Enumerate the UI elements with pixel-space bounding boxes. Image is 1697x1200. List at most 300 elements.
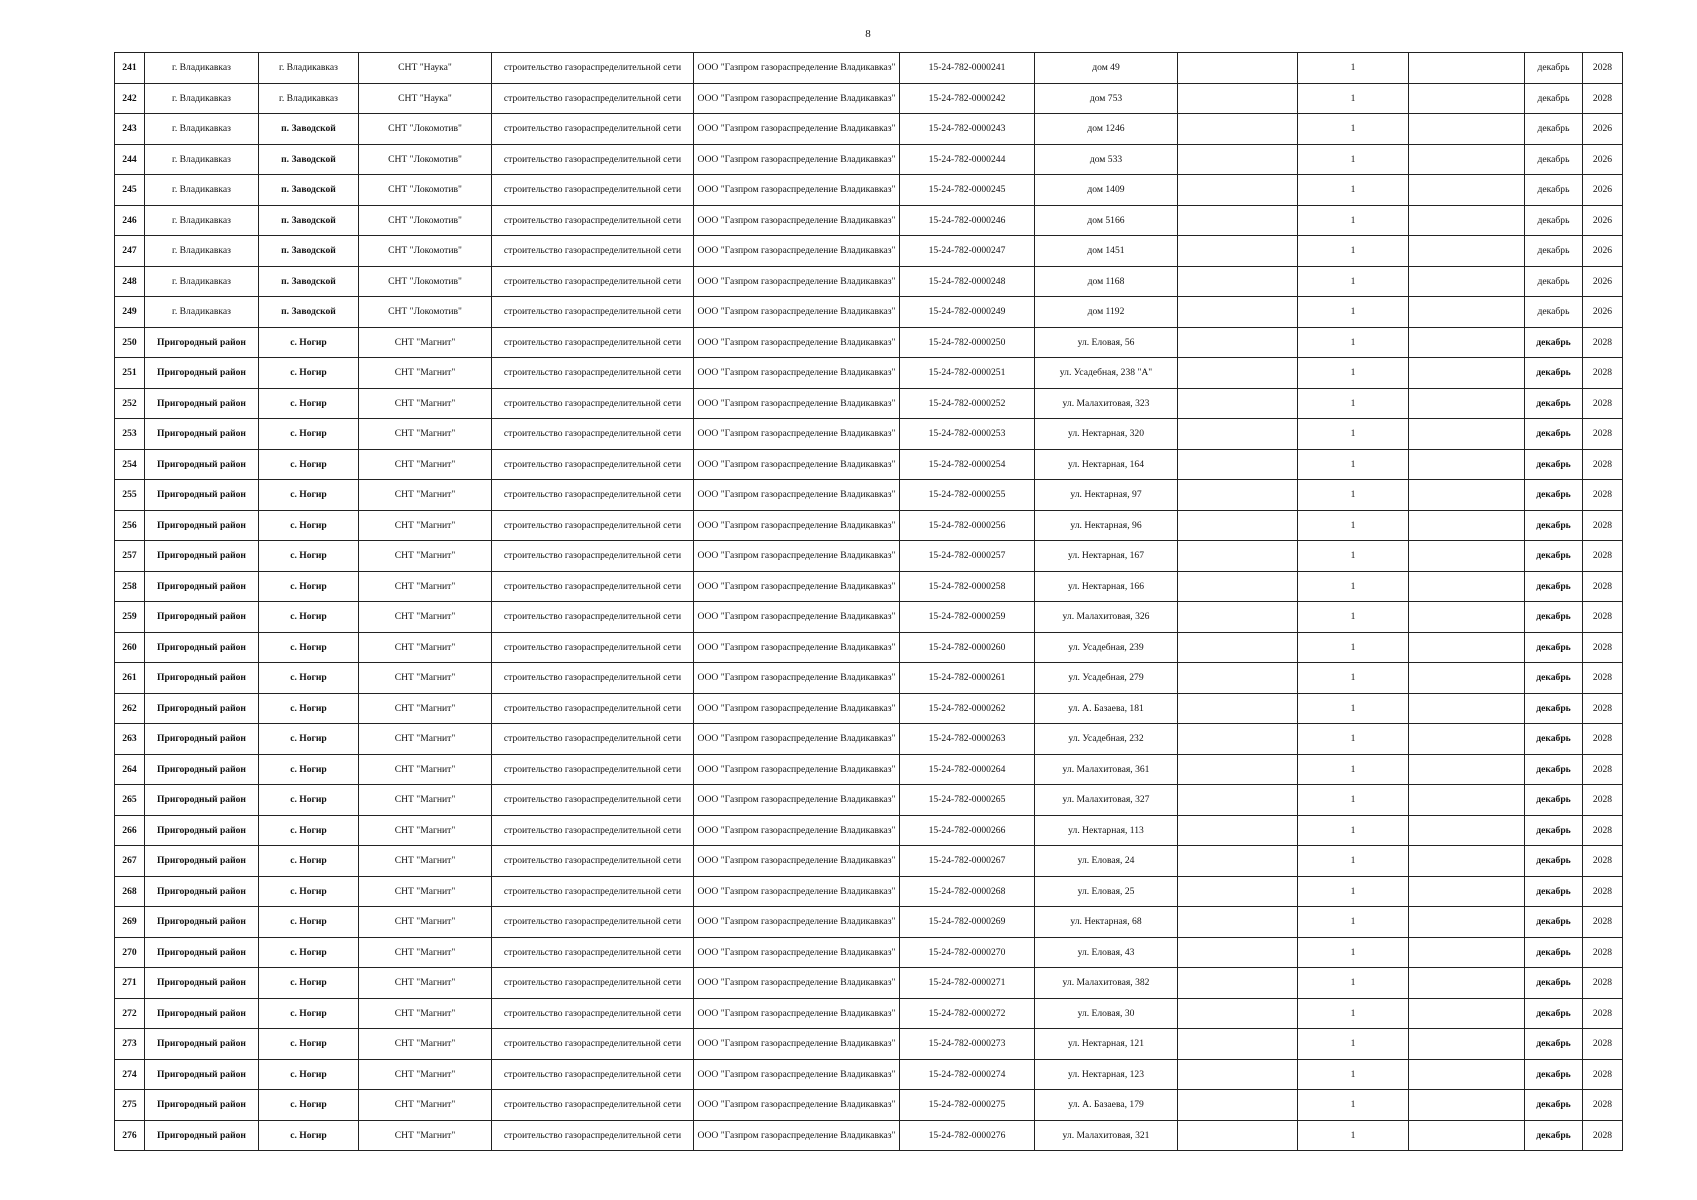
quantity-cell: 1 — [1298, 1029, 1409, 1060]
organization-cell: ООО "Газпром газораспределение Владикавказ" — [694, 907, 900, 938]
work-type-cell: строительство газораспределительной сети — [492, 1059, 694, 1090]
empty-cell — [1409, 327, 1525, 358]
organization-cell: ООО "Газпром газораспределение Владикавказ" — [694, 724, 900, 755]
quantity-cell: 1 — [1298, 785, 1409, 816]
empty-cell — [1178, 785, 1298, 816]
empty-cell — [1409, 449, 1525, 480]
month-cell: декабрь — [1525, 327, 1583, 358]
month-cell: декабрь — [1525, 1059, 1583, 1090]
month-cell: декабрь — [1525, 388, 1583, 419]
snt-cell: СНТ "Магнит" — [359, 1059, 492, 1090]
organization-cell: ООО "Газпром газораспределение Владикавказ" — [694, 327, 900, 358]
empty-cell — [1178, 419, 1298, 450]
empty-cell — [1178, 266, 1298, 297]
organization-cell: ООО "Газпром газораспределение Владикавказ" — [694, 297, 900, 328]
locality-cell: с. Ногир — [259, 1059, 359, 1090]
address-cell: ул. А. Базаева, 181 — [1035, 693, 1178, 724]
table-row — [115, 907, 1623, 938]
address-cell: дом 5166 — [1035, 205, 1178, 236]
empty-cell — [1409, 785, 1525, 816]
year-cell: 2028 — [1583, 785, 1623, 816]
year-cell: 2028 — [1583, 1059, 1623, 1090]
object-code-cell: 15-24-782-0000246 — [900, 205, 1035, 236]
work-type-cell: строительство газораспределительной сети — [492, 53, 694, 84]
row-number: 242 — [115, 83, 145, 114]
snt-cell: СНТ "Локомотив" — [359, 266, 492, 297]
year-cell: 2028 — [1583, 541, 1623, 572]
district-cell: г. Владикавказ — [145, 297, 259, 328]
locality-cell: п. Заводской — [259, 144, 359, 175]
snt-cell: СНТ "Магнит" — [359, 876, 492, 907]
table-row — [115, 388, 1623, 419]
object-code-cell: 15-24-782-0000259 — [900, 602, 1035, 633]
district-cell: Пригородный район — [145, 785, 259, 816]
locality-cell: с. Ногир — [259, 968, 359, 999]
year-cell: 2028 — [1583, 968, 1623, 999]
object-code-cell: 15-24-782-0000251 — [900, 358, 1035, 389]
address-cell: ул. Еловая, 56 — [1035, 327, 1178, 358]
empty-cell — [1409, 937, 1525, 968]
snt-cell: СНТ "Магнит" — [359, 1120, 492, 1151]
snt-cell: СНТ "Магнит" — [359, 480, 492, 511]
month-cell: декабрь — [1525, 1120, 1583, 1151]
quantity-cell: 1 — [1298, 968, 1409, 999]
snt-cell: СНТ "Магнит" — [359, 998, 492, 1029]
organization-cell: ООО "Газпром газораспределение Владикавказ" — [694, 876, 900, 907]
district-cell: Пригородный район — [145, 663, 259, 694]
quantity-cell: 1 — [1298, 327, 1409, 358]
address-cell: ул. Малахитовая, 323 — [1035, 388, 1178, 419]
object-code-cell: 15-24-782-0000255 — [900, 480, 1035, 511]
locality-cell: п. Заводской — [259, 266, 359, 297]
table-row — [115, 876, 1623, 907]
quantity-cell: 1 — [1298, 358, 1409, 389]
locality-cell: с. Ногир — [259, 724, 359, 755]
row-number: 267 — [115, 846, 145, 877]
work-type-cell: строительство газораспределительной сети — [492, 1090, 694, 1121]
empty-cell — [1178, 663, 1298, 694]
year-cell: 2026 — [1583, 114, 1623, 145]
table-row — [115, 693, 1623, 724]
month-cell: декабрь — [1525, 907, 1583, 938]
row-number: 252 — [115, 388, 145, 419]
locality-cell: г. Владикавказ — [259, 53, 359, 84]
empty-cell — [1178, 754, 1298, 785]
work-type-cell: строительство газораспределительной сети — [492, 602, 694, 633]
address-cell: ул. Нектарная, 113 — [1035, 815, 1178, 846]
locality-cell: с. Ногир — [259, 1120, 359, 1151]
row-number: 264 — [115, 754, 145, 785]
row-number: 262 — [115, 693, 145, 724]
work-type-cell: строительство газораспределительной сети — [492, 541, 694, 572]
snt-cell: СНТ "Магнит" — [359, 1090, 492, 1121]
work-type-cell: строительство газораспределительной сети — [492, 236, 694, 267]
object-code-cell: 15-24-782-0000269 — [900, 907, 1035, 938]
table-row — [115, 449, 1623, 480]
quantity-cell: 1 — [1298, 449, 1409, 480]
object-code-cell: 15-24-782-0000266 — [900, 815, 1035, 846]
address-cell: ул. Нектарная, 320 — [1035, 419, 1178, 450]
locality-cell: с. Ногир — [259, 876, 359, 907]
quantity-cell: 1 — [1298, 632, 1409, 663]
month-cell: декабрь — [1525, 876, 1583, 907]
locality-cell: с. Ногир — [259, 358, 359, 389]
month-cell: декабрь — [1525, 785, 1583, 816]
empty-cell — [1178, 632, 1298, 663]
address-cell: ул. Малахитовая, 361 — [1035, 754, 1178, 785]
month-cell: декабрь — [1525, 998, 1583, 1029]
empty-cell — [1178, 175, 1298, 206]
snt-cell: СНТ "Магнит" — [359, 815, 492, 846]
snt-cell: СНТ "Локомотив" — [359, 236, 492, 267]
empty-cell — [1178, 602, 1298, 633]
month-cell: декабрь — [1525, 114, 1583, 145]
work-type-cell: строительство газораспределительной сети — [492, 510, 694, 541]
year-cell: 2028 — [1583, 480, 1623, 511]
district-cell: Пригородный район — [145, 449, 259, 480]
table-row — [115, 968, 1623, 999]
locality-cell: с. Ногир — [259, 541, 359, 572]
month-cell: декабрь — [1525, 419, 1583, 450]
address-cell: ул. Малахитовая, 326 — [1035, 602, 1178, 633]
organization-cell: ООО "Газпром газораспределение Владикавказ" — [694, 1059, 900, 1090]
year-cell: 2028 — [1583, 1120, 1623, 1151]
quantity-cell: 1 — [1298, 297, 1409, 328]
empty-cell — [1409, 998, 1525, 1029]
quantity-cell: 1 — [1298, 754, 1409, 785]
table-row — [115, 632, 1623, 663]
organization-cell: ООО "Газпром газораспределение Владикавказ" — [694, 1090, 900, 1121]
organization-cell: ООО "Газпром газораспределение Владикавказ" — [694, 846, 900, 877]
district-cell: Пригородный район — [145, 693, 259, 724]
year-cell: 2028 — [1583, 571, 1623, 602]
work-type-cell: строительство газораспределительной сети — [492, 815, 694, 846]
object-code-cell: 15-24-782-0000252 — [900, 388, 1035, 419]
row-number: 261 — [115, 663, 145, 694]
year-cell: 2028 — [1583, 83, 1623, 114]
organization-cell: ООО "Газпром газораспределение Владикавказ" — [694, 602, 900, 633]
organization-cell: ООО "Газпром газораспределение Владикавказ" — [694, 144, 900, 175]
district-cell: Пригородный район — [145, 815, 259, 846]
object-code-cell: 15-24-782-0000261 — [900, 663, 1035, 694]
year-cell: 2028 — [1583, 937, 1623, 968]
snt-cell: СНТ "Магнит" — [359, 846, 492, 877]
district-cell: г. Владикавказ — [145, 114, 259, 145]
address-cell: дом 1192 — [1035, 297, 1178, 328]
work-type-cell: строительство газораспределительной сети — [492, 907, 694, 938]
empty-cell — [1409, 175, 1525, 206]
locality-cell: с. Ногир — [259, 419, 359, 450]
row-number: 268 — [115, 876, 145, 907]
work-type-cell: строительство газораспределительной сети — [492, 846, 694, 877]
work-type-cell: строительство газораспределительной сети — [492, 327, 694, 358]
district-cell: Пригородный район — [145, 510, 259, 541]
address-cell: ул. Усадебная, 279 — [1035, 663, 1178, 694]
empty-cell — [1178, 876, 1298, 907]
work-type-cell: строительство газораспределительной сети — [492, 449, 694, 480]
empty-cell — [1409, 297, 1525, 328]
empty-cell — [1409, 541, 1525, 572]
district-cell: Пригородный район — [145, 998, 259, 1029]
month-cell: декабрь — [1525, 297, 1583, 328]
snt-cell: СНТ "Магнит" — [359, 541, 492, 572]
quantity-cell: 1 — [1298, 846, 1409, 877]
locality-cell: п. Заводской — [259, 297, 359, 328]
row-number: 265 — [115, 785, 145, 816]
month-cell: декабрь — [1525, 724, 1583, 755]
snt-cell: СНТ "Магнит" — [359, 419, 492, 450]
row-number: 244 — [115, 144, 145, 175]
snt-cell: СНТ "Магнит" — [359, 663, 492, 694]
work-type-cell: строительство газораспределительной сети — [492, 785, 694, 816]
quantity-cell: 1 — [1298, 602, 1409, 633]
empty-cell — [1409, 602, 1525, 633]
year-cell: 2028 — [1583, 846, 1623, 877]
quantity-cell: 1 — [1298, 510, 1409, 541]
organization-cell: ООО "Газпром газораспределение Владикавказ" — [694, 53, 900, 84]
work-type-cell: строительство газораспределительной сети — [492, 1029, 694, 1060]
organization-cell: ООО "Газпром газораспределение Владикавказ" — [694, 754, 900, 785]
table-row — [115, 510, 1623, 541]
district-cell: Пригородный район — [145, 1059, 259, 1090]
row-number: 243 — [115, 114, 145, 145]
work-type-cell: строительство газораспределительной сети — [492, 388, 694, 419]
quantity-cell: 1 — [1298, 266, 1409, 297]
empty-cell — [1409, 724, 1525, 755]
locality-cell: с. Ногир — [259, 815, 359, 846]
object-code-cell: 15-24-782-0000263 — [900, 724, 1035, 755]
organization-cell: ООО "Газпром газораспределение Владикавказ" — [694, 998, 900, 1029]
snt-cell: СНТ "Локомотив" — [359, 205, 492, 236]
empty-cell — [1178, 724, 1298, 755]
snt-cell: СНТ "Магнит" — [359, 388, 492, 419]
snt-cell: СНТ "Магнит" — [359, 785, 492, 816]
district-cell: Пригородный район — [145, 480, 259, 511]
snt-cell: СНТ "Наука" — [359, 53, 492, 84]
work-type-cell: строительство газораспределительной сети — [492, 266, 694, 297]
organization-cell: ООО "Газпром газораспределение Владикавказ" — [694, 510, 900, 541]
quantity-cell: 1 — [1298, 480, 1409, 511]
snt-cell: СНТ "Магнит" — [359, 968, 492, 999]
object-code-cell: 15-24-782-0000276 — [900, 1120, 1035, 1151]
table-row — [115, 785, 1623, 816]
organization-cell: ООО "Газпром газораспределение Владикавказ" — [694, 968, 900, 999]
work-type-cell: строительство газораспределительной сети — [492, 724, 694, 755]
quantity-cell: 1 — [1298, 205, 1409, 236]
month-cell: декабрь — [1525, 663, 1583, 694]
row-number: 276 — [115, 1120, 145, 1151]
empty-cell — [1178, 83, 1298, 114]
snt-cell: СНТ "Магнит" — [359, 937, 492, 968]
district-cell: Пригородный район — [145, 1120, 259, 1151]
snt-cell: СНТ "Магнит" — [359, 632, 492, 663]
object-code-cell: 15-24-782-0000257 — [900, 541, 1035, 572]
row-number: 257 — [115, 541, 145, 572]
quantity-cell: 1 — [1298, 144, 1409, 175]
empty-cell — [1409, 510, 1525, 541]
work-type-cell: строительство газораспределительной сети — [492, 480, 694, 511]
year-cell: 2028 — [1583, 1029, 1623, 1060]
object-code-cell: 15-24-782-0000249 — [900, 297, 1035, 328]
object-code-cell: 15-24-782-0000244 — [900, 144, 1035, 175]
year-cell: 2028 — [1583, 419, 1623, 450]
empty-cell — [1178, 449, 1298, 480]
locality-cell: с. Ногир — [259, 1090, 359, 1121]
address-cell: ул. Нектарная, 123 — [1035, 1059, 1178, 1090]
work-type-cell: строительство газораспределительной сети — [492, 358, 694, 389]
empty-cell — [1178, 114, 1298, 145]
row-number: 263 — [115, 724, 145, 755]
district-cell: Пригородный район — [145, 358, 259, 389]
locality-cell: п. Заводской — [259, 205, 359, 236]
month-cell: декабрь — [1525, 632, 1583, 663]
year-cell: 2028 — [1583, 388, 1623, 419]
work-type-cell: строительство газораспределительной сети — [492, 632, 694, 663]
table-row — [115, 114, 1623, 145]
table-row — [115, 205, 1623, 236]
address-cell: дом 1246 — [1035, 114, 1178, 145]
empty-cell — [1409, 632, 1525, 663]
address-cell: ул. Еловая, 25 — [1035, 876, 1178, 907]
quantity-cell: 1 — [1298, 541, 1409, 572]
page-number: 8 — [865, 28, 871, 40]
year-cell: 2026 — [1583, 236, 1623, 267]
object-code-cell: 15-24-782-0000260 — [900, 632, 1035, 663]
year-cell: 2028 — [1583, 754, 1623, 785]
district-cell: г. Владикавказ — [145, 53, 259, 84]
empty-cell — [1178, 968, 1298, 999]
address-cell: ул. Еловая, 24 — [1035, 846, 1178, 877]
quantity-cell: 1 — [1298, 114, 1409, 145]
quantity-cell: 1 — [1298, 53, 1409, 84]
year-cell: 2026 — [1583, 175, 1623, 206]
empty-cell — [1178, 571, 1298, 602]
object-code-cell: 15-24-782-0000245 — [900, 175, 1035, 206]
address-cell: ул. Нектарная, 97 — [1035, 480, 1178, 511]
work-type-cell: строительство газораспределительной сети — [492, 114, 694, 145]
locality-cell: с. Ногир — [259, 480, 359, 511]
row-number: 241 — [115, 53, 145, 84]
empty-cell — [1409, 968, 1525, 999]
empty-cell — [1178, 1120, 1298, 1151]
row-number: 250 — [115, 327, 145, 358]
snt-cell: СНТ "Магнит" — [359, 907, 492, 938]
year-cell: 2026 — [1583, 266, 1623, 297]
row-number: 249 — [115, 297, 145, 328]
table-row — [115, 297, 1623, 328]
year-cell: 2028 — [1583, 998, 1623, 1029]
work-type-cell: строительство газораспределительной сети — [492, 571, 694, 602]
district-cell: Пригородный район — [145, 388, 259, 419]
year-cell: 2028 — [1583, 663, 1623, 694]
empty-cell — [1178, 998, 1298, 1029]
empty-cell — [1409, 53, 1525, 84]
year-cell: 2028 — [1583, 53, 1623, 84]
table-row — [115, 541, 1623, 572]
table-row — [115, 1120, 1623, 1151]
organization-cell: ООО "Газпром газораспределение Владикавказ" — [694, 175, 900, 206]
empty-cell — [1409, 693, 1525, 724]
object-code-cell: 15-24-782-0000275 — [900, 1090, 1035, 1121]
empty-cell — [1178, 297, 1298, 328]
organization-cell: ООО "Газпром газораспределение Владикавказ" — [694, 785, 900, 816]
object-code-cell: 15-24-782-0000271 — [900, 968, 1035, 999]
district-cell: Пригородный район — [145, 602, 259, 633]
table-row — [115, 1090, 1623, 1121]
month-cell: декабрь — [1525, 358, 1583, 389]
object-code-cell: 15-24-782-0000274 — [900, 1059, 1035, 1090]
registry-table — [114, 52, 1623, 1151]
year-cell: 2026 — [1583, 297, 1623, 328]
locality-cell: с. Ногир — [259, 571, 359, 602]
locality-cell: с. Ногир — [259, 602, 359, 633]
organization-cell: ООО "Газпром газораспределение Владикавказ" — [694, 571, 900, 602]
object-code-cell: 15-24-782-0000243 — [900, 114, 1035, 145]
address-cell: ул. А. Базаева, 179 — [1035, 1090, 1178, 1121]
row-number: 270 — [115, 937, 145, 968]
table-row — [115, 53, 1623, 84]
quantity-cell: 1 — [1298, 876, 1409, 907]
row-number: 251 — [115, 358, 145, 389]
quantity-cell: 1 — [1298, 1090, 1409, 1121]
table-row — [115, 144, 1623, 175]
table-row — [115, 83, 1623, 114]
locality-cell: п. Заводской — [259, 175, 359, 206]
quantity-cell: 1 — [1298, 419, 1409, 450]
organization-cell: ООО "Газпром газораспределение Владикавказ" — [694, 419, 900, 450]
empty-cell — [1409, 907, 1525, 938]
table-row — [115, 327, 1623, 358]
address-cell: ул. Усадебная, 238 "А" — [1035, 358, 1178, 389]
row-number: 247 — [115, 236, 145, 267]
organization-cell: ООО "Газпром газораспределение Владикавказ" — [694, 83, 900, 114]
district-cell: Пригородный район — [145, 968, 259, 999]
table-row — [115, 480, 1623, 511]
organization-cell: ООО "Газпром газораспределение Владикавказ" — [694, 358, 900, 389]
year-cell: 2028 — [1583, 510, 1623, 541]
row-number: 256 — [115, 510, 145, 541]
organization-cell: ООО "Газпром газораспределение Владикавказ" — [694, 266, 900, 297]
month-cell: декабрь — [1525, 541, 1583, 572]
year-cell: 2028 — [1583, 449, 1623, 480]
address-cell: ул. Еловая, 43 — [1035, 937, 1178, 968]
locality-cell: с. Ногир — [259, 510, 359, 541]
district-cell: Пригородный район — [145, 724, 259, 755]
table-row — [115, 663, 1623, 694]
month-cell: декабрь — [1525, 754, 1583, 785]
snt-cell: СНТ "Локомотив" — [359, 297, 492, 328]
row-number: 273 — [115, 1029, 145, 1060]
quantity-cell: 1 — [1298, 998, 1409, 1029]
district-cell: Пригородный район — [145, 754, 259, 785]
year-cell: 2028 — [1583, 693, 1623, 724]
table-row — [115, 1059, 1623, 1090]
row-number: 255 — [115, 480, 145, 511]
quantity-cell: 1 — [1298, 83, 1409, 114]
row-number: 272 — [115, 998, 145, 1029]
organization-cell: ООО "Газпром газораспределение Владикавказ" — [694, 236, 900, 267]
table-row — [115, 846, 1623, 877]
address-cell: дом 753 — [1035, 83, 1178, 114]
empty-cell — [1409, 114, 1525, 145]
row-number: 254 — [115, 449, 145, 480]
snt-cell: СНТ "Магнит" — [359, 358, 492, 389]
quantity-cell: 1 — [1298, 1120, 1409, 1151]
table-row — [115, 571, 1623, 602]
month-cell: декабрь — [1525, 510, 1583, 541]
work-type-cell: строительство газораспределительной сети — [492, 937, 694, 968]
locality-cell: с. Ногир — [259, 998, 359, 1029]
